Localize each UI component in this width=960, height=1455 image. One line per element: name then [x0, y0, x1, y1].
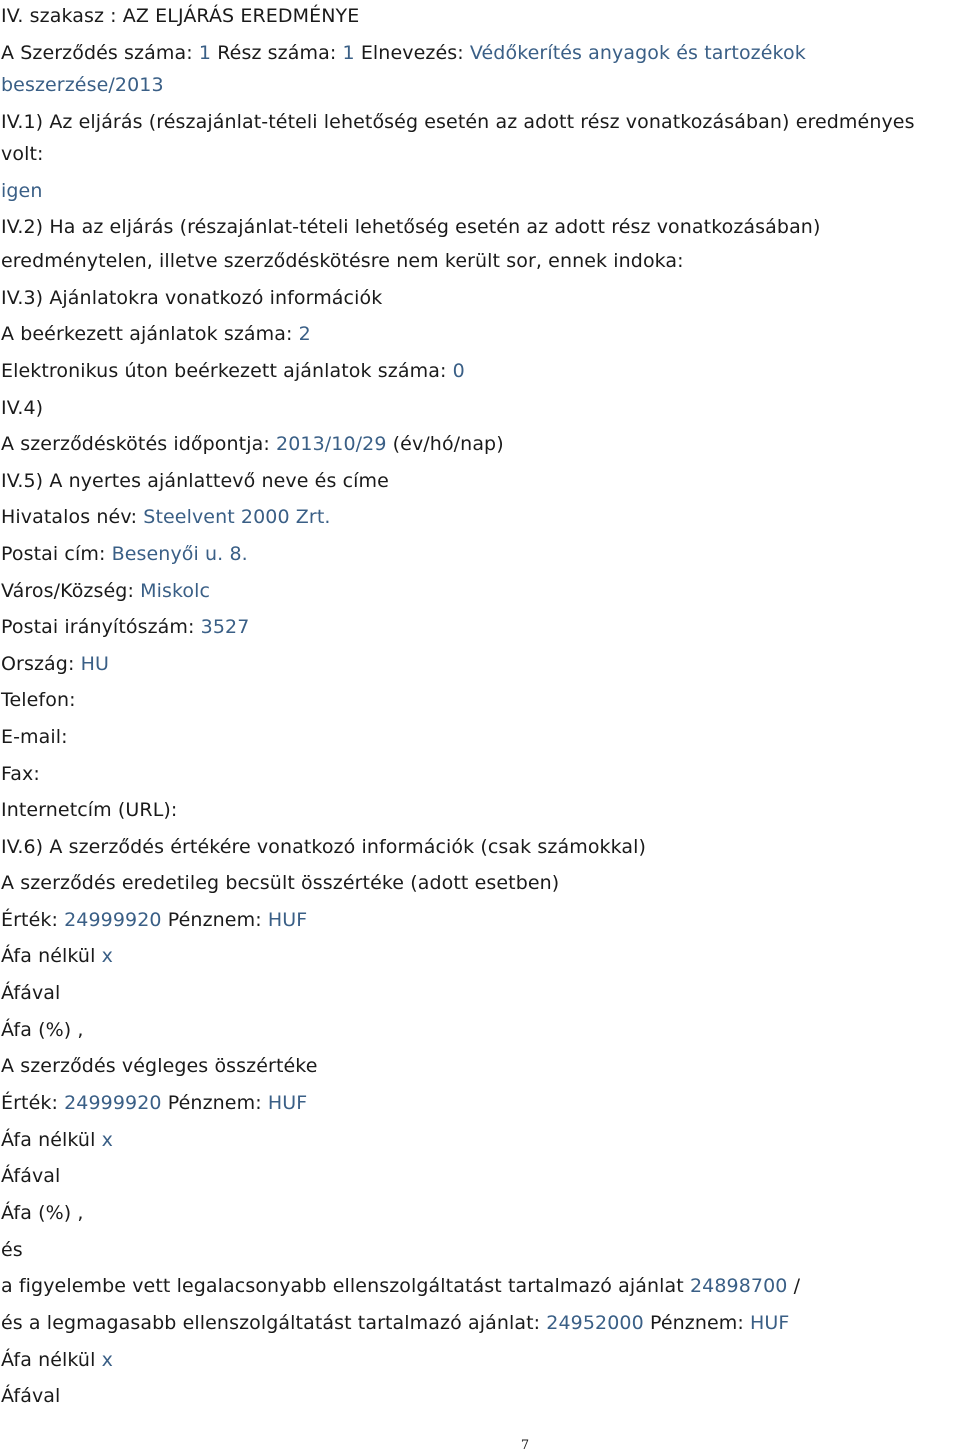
estimated-gross-label: Áfával	[1, 982, 61, 1004]
part-number-value: 1	[342, 42, 355, 64]
winner-name-label: Hivatalos név:	[1, 506, 138, 528]
final-net-line	[1, 1129, 113, 1151]
iv1-answer: igen	[1, 180, 43, 202]
estimated-value-label: Érték:	[1, 909, 58, 931]
iv6-heading: IV.6) A szerződés értékére vonatkozó információk (csak számokkal)	[1, 836, 647, 858]
offers-net-label: Áfa nélkül	[1, 1349, 96, 1371]
estimated-value-heading: A szerződés eredetileg becsült összértéke (adott esetben)	[1, 872, 560, 894]
winner-address-label: Postai cím:	[1, 543, 106, 565]
offers-net-line	[1, 1349, 113, 1371]
contract-info-line	[1, 42, 806, 64]
highest-offer-label: és a legmagasabb ellenszolgáltatást tartalmazó ajánlat:	[1, 1312, 541, 1334]
final-net-label: Áfa nélkül	[1, 1129, 96, 1151]
estimated-net-label: Áfa nélkül	[1, 945, 96, 967]
final-value-heading: A szerződés végleges összértéke	[1, 1055, 318, 1077]
and-label: és	[1, 1239, 23, 1261]
contract-name-value-continued: beszerzése/2013	[1, 74, 164, 96]
estimated-currency-label: Pénznem:	[167, 909, 262, 931]
contract-date-format: (év/hó/nap)	[392, 433, 504, 455]
winner-zip-value: 3527	[200, 616, 250, 638]
offers-gross-label: Áfával	[1, 1385, 61, 1407]
lowest-offer-value: 24898700	[689, 1275, 788, 1297]
winner-fax-label: Fax:	[1, 763, 40, 785]
iv1-question-continued: volt:	[1, 143, 44, 165]
final-net-mark: x	[101, 1129, 113, 1151]
iv1-question: IV.1) Az eljárás (részajánlat-tételi lehetőség esetén az adott rész vonatkozásában) eredményes	[1, 111, 915, 133]
winner-city-label: Város/Község:	[1, 580, 134, 602]
winner-url-label: Internetcím (URL):	[1, 799, 178, 821]
iv5-heading: IV.5) A nyertes ajánlattevő neve és címe	[1, 470, 389, 492]
contract-name-value: Védőkerítés anyagok és tartozékok	[469, 42, 806, 64]
iv4-heading: IV.4)	[1, 397, 44, 419]
winner-email-label: E-mail:	[1, 726, 68, 748]
estimated-value-line	[1, 909, 307, 931]
winner-phone-label: Telefon:	[1, 689, 76, 711]
contract-number-value: 1	[198, 42, 212, 64]
final-currency-value: HUF	[267, 1092, 308, 1114]
received-offers-value: 2	[298, 323, 311, 345]
estimated-net-line	[1, 945, 113, 967]
highest-currency-value: HUF	[750, 1312, 790, 1334]
iv2-question: IV.2) Ha az eljárás (részajánlat-tételi lehetőség esetén az adott rész vonatkozásában)	[1, 216, 821, 238]
winner-zip-label: Postai irányítószám:	[1, 616, 195, 638]
winner-zip-line	[1, 616, 249, 638]
section-title: IV. szakasz : AZ ELJÁRÁS EREDMÉNYE	[1, 5, 360, 27]
estimated-value-amount: 24999920	[64, 909, 162, 931]
final-vat-label: Áfa (%) ,	[1, 1202, 84, 1224]
winner-name-line	[1, 506, 331, 528]
contract-name-label: Elnevezés:	[360, 42, 464, 64]
iv3-heading: IV.3) Ajánlatokra vonatkozó információk	[1, 287, 383, 309]
contract-date-line	[1, 433, 504, 455]
contract-number-label: A Szerződés száma:	[1, 42, 193, 64]
final-value-line	[1, 1092, 307, 1114]
winner-address-line	[1, 543, 248, 565]
part-number-label: Rész száma:	[217, 42, 337, 64]
electronic-offers-line	[1, 360, 465, 382]
final-value-label: Érték:	[1, 1092, 58, 1114]
lowest-offer-line	[1, 1275, 800, 1297]
highest-offer-value: 24952000	[546, 1312, 644, 1334]
electronic-offers-label: Elektronikus úton beérkezett ajánlatok száma:	[1, 360, 447, 382]
winner-name-value: Steelvent 2000 Zrt.	[143, 506, 331, 528]
winner-address-value: Besenyői u. 8.	[111, 543, 248, 565]
lowest-offer-label: a figyelembe vett legalacsonyabb ellenszolgáltatást tartalmazó ajánlat	[1, 1275, 684, 1297]
final-currency-label: Pénznem:	[167, 1092, 262, 1114]
final-gross-label: Áfával	[1, 1165, 61, 1187]
contract-date-value: 2013/10/29	[276, 433, 387, 455]
highest-currency-label: Pénznem:	[649, 1312, 744, 1334]
received-offers-line	[1, 323, 311, 345]
lowest-offer-slash: /	[793, 1275, 801, 1297]
winner-country-label: Ország:	[1, 653, 75, 675]
winner-city-value: Miskolc	[140, 580, 211, 602]
winner-city-line	[1, 580, 210, 602]
estimated-currency-value: HUF	[267, 909, 308, 931]
winner-country-value: HU	[80, 653, 109, 675]
electronic-offers-value: 0	[452, 360, 465, 382]
highest-offer-line	[1, 1312, 789, 1334]
offers-net-mark: x	[101, 1349, 113, 1371]
winner-country-line	[1, 653, 109, 675]
iv2-question-continued: eredménytelen, illetve szerződéskötésre nem került sor, ennek indoka:	[1, 250, 684, 272]
page-number: 7	[520, 1438, 530, 1453]
final-value-amount: 24999920	[64, 1092, 162, 1114]
received-offers-label: A beérkezett ajánlatok száma:	[1, 323, 293, 345]
estimated-vat-label: Áfa (%) ,	[1, 1019, 84, 1041]
estimated-net-mark: x	[101, 945, 113, 967]
contract-date-label: A szerződéskötés időpontja:	[1, 433, 270, 455]
